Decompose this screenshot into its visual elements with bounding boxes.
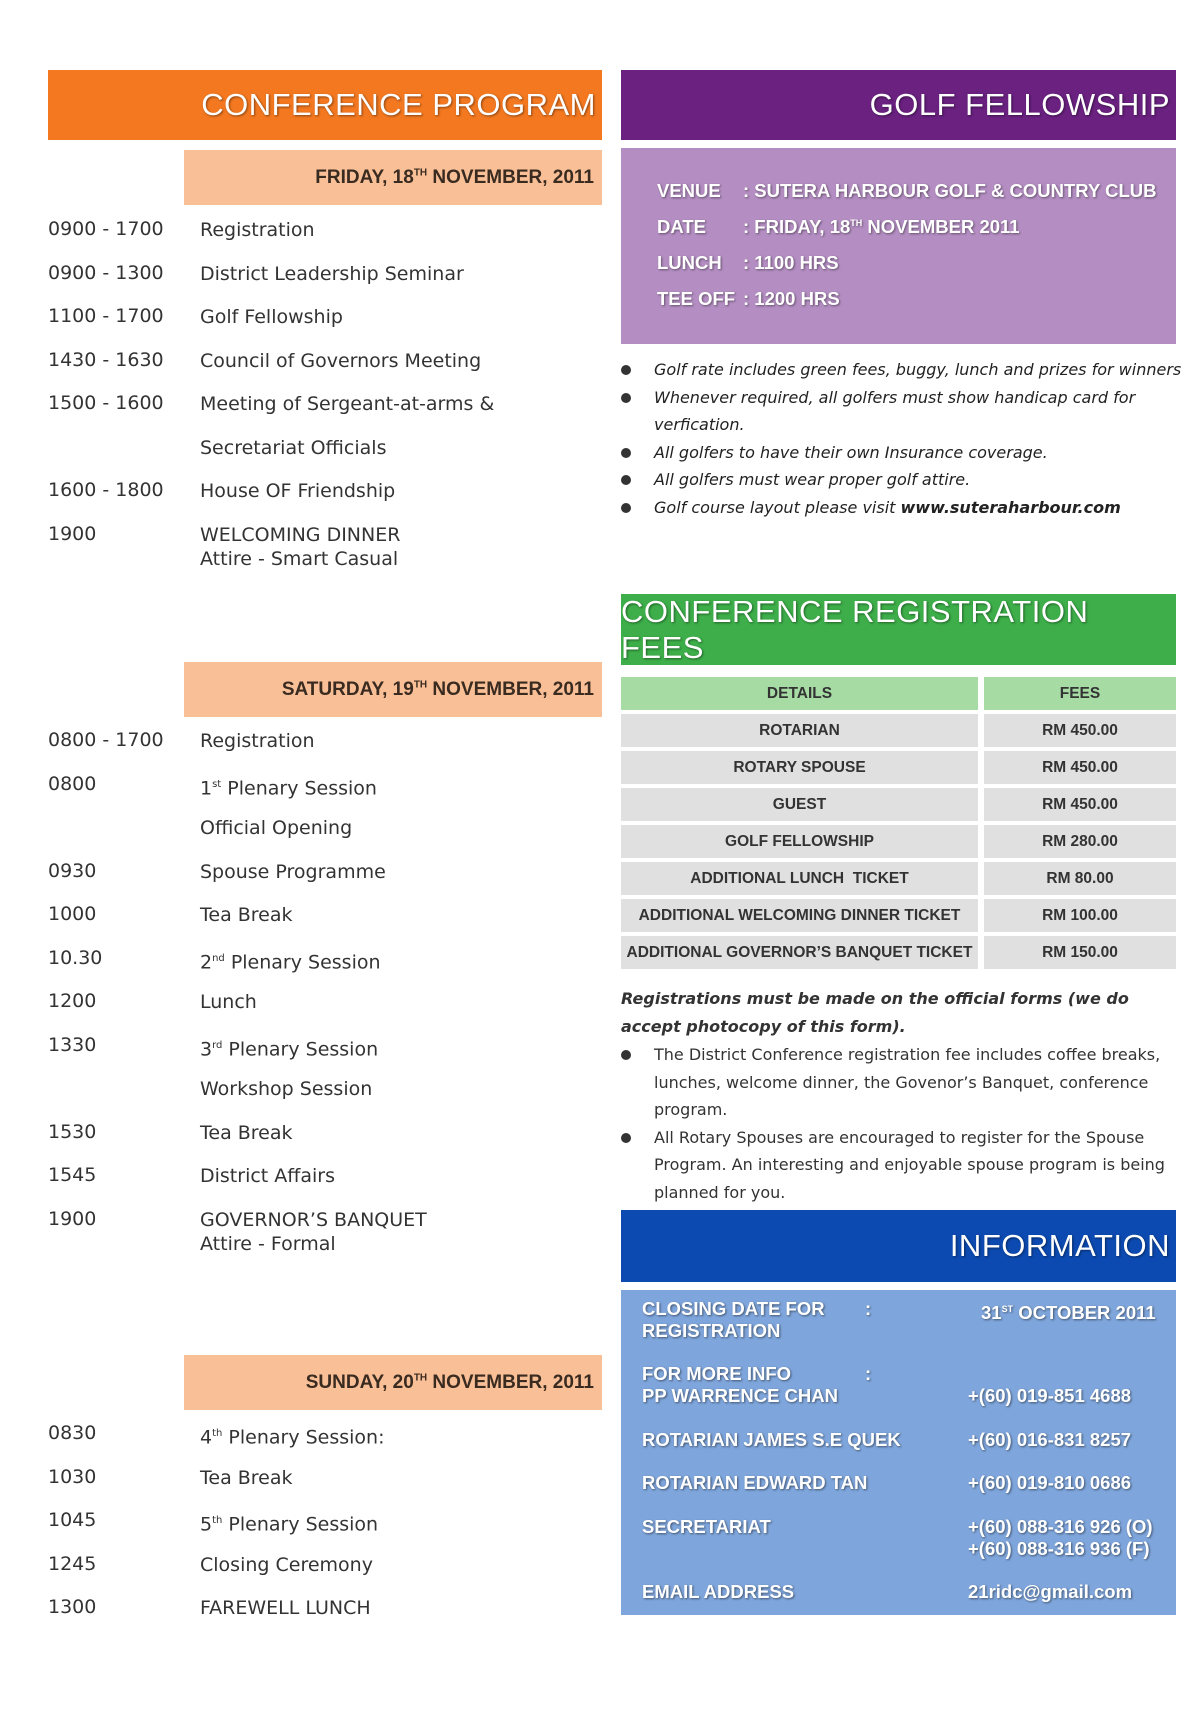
schedule-activity: Council of Governors Meeting [200, 349, 482, 372]
golf-teeoff-row [657, 288, 840, 324]
schedule-activity: District Affairs [200, 1165, 336, 1187]
bullet-icon [621, 448, 631, 458]
schedule-row [48, 1034, 608, 1078]
table-row [621, 751, 1176, 784]
email-value[interactable]: 21ridc@gmail.com [968, 1581, 1133, 1602]
schedule-time: 0900 - 1300 [48, 261, 164, 284]
schedule-activity: Registration [200, 219, 315, 241]
schedule-row [48, 1077, 608, 1121]
fee-amount: RM 80.00 [984, 862, 1176, 895]
schedule-time: 1000 [48, 903, 97, 925]
schedule-time: 10.30 [48, 946, 103, 969]
bullet-icon [621, 1133, 631, 1143]
conference-program-title: CONFERENCE PROGRAM [201, 87, 596, 122]
golf-venue-row [657, 180, 1157, 216]
schedule-time: 0800 - 1700 [48, 729, 164, 751]
schedule-row [48, 1164, 608, 1208]
contact-phone: +(60) 016-831 8257 [968, 1429, 1132, 1450]
golf-website-link[interactable]: www.suteraharbour.com [900, 497, 1121, 517]
schedule-activity: Spouse Programme [200, 860, 386, 883]
schedule-activity: Workshop Session [200, 1078, 373, 1100]
sunday-date-sup: TH [413, 1372, 428, 1384]
schedule-row [48, 729, 608, 773]
schedule-row [48, 1509, 608, 1553]
sunday-schedule [48, 1422, 608, 1640]
contact-phone: +(60) 019-810 0686 [968, 1472, 1132, 1493]
saturday-date-sup: TH [413, 679, 428, 691]
schedule-activity: Tea Break [200, 904, 293, 926]
saturday-schedule [48, 729, 608, 1256]
schedule-time: 0930 [48, 859, 97, 882]
golf-details-box [621, 148, 1176, 344]
schedule-activity: Official Opening [200, 817, 353, 839]
schedule-activity: GOVERNOR’S BANQUET [200, 1208, 427, 1231]
sunday-date-pre: SUNDAY, 20 [305, 1371, 414, 1393]
email-label: EMAIL ADDRESS [642, 1581, 795, 1602]
schedule-time: 1900 [48, 1207, 97, 1230]
saturday-date-post: NOVEMBER, 2011 [427, 678, 594, 700]
schedule-time: 1530 [48, 1120, 97, 1143]
registration-note: All Rotary Spouses are encouraged to register for the Spouse Program. An interesting and enjoyable spouse program is being planned for you. [621, 1124, 1173, 1207]
schedule-activity: WELCOMING DINNER [200, 523, 401, 546]
fee-amount: RM 450.00 [984, 788, 1176, 821]
schedule-time: 1600 - 1800 [48, 479, 164, 501]
schedule-activity: Meeting of Sergeant-at-arms & [200, 393, 495, 415]
schedule-time [48, 816, 200, 860]
fee-amount: RM 450.00 [984, 714, 1176, 747]
schedule-activity: Lunch [200, 991, 257, 1013]
schedule-activity: 1st Plenary Session [200, 776, 377, 799]
schedule-activity: House OF Friendship [200, 480, 396, 502]
friday-schedule [48, 218, 608, 571]
fee-amount: RM 150.00 [984, 936, 1176, 969]
schedule-time: 1900 [48, 522, 97, 545]
contact-name: PP WARRENCE CHAN [642, 1385, 838, 1406]
schedule-row [48, 903, 608, 947]
saturday-date-header [184, 662, 602, 717]
registration-fees-banner [621, 594, 1176, 665]
golf-note: All golfers to have their own Insurance coverage. [621, 439, 1181, 467]
fee-details: GOLF FELLOWSHIP [621, 825, 978, 858]
schedule-time: 1045 [48, 1509, 97, 1531]
table-row [621, 788, 1176, 821]
schedule-time: 0800 [48, 772, 97, 795]
closing-date-label: CLOSING DATE FOR [642, 1298, 825, 1319]
fees-header-details: DETAILS [621, 677, 978, 710]
official-forms-note: Registrations must be made on the official forms (we do accept photocopy of this form). [621, 989, 1129, 1036]
schedule-activity: Secretariat Officials [200, 436, 387, 459]
table-row [621, 899, 1176, 932]
schedule-row [48, 1422, 608, 1466]
golf-lunch-label: LUNCH [657, 252, 722, 273]
schedule-row [48, 947, 608, 991]
table-row [621, 714, 1176, 747]
registration-note: The District Conference registration fee includes coffee breaks, lunches, welcome dinner, the Govenor’s Banquet, conference program. [621, 1041, 1173, 1124]
bullet-icon [621, 365, 631, 375]
golf-notes-list [621, 356, 1181, 521]
fee-details: ADDITIONAL GOVERNOR’S BANQUET TICKET [621, 936, 978, 969]
saturday-date-pre: SATURDAY, 19 [281, 678, 414, 700]
schedule-activity: Golf Fellowship [200, 306, 343, 328]
schedule-activity: 4th Plenary Session: [200, 1426, 385, 1449]
fee-details: GUEST [621, 788, 978, 821]
schedule-time [48, 1077, 200, 1121]
schedule-row [48, 860, 608, 904]
sunday-date-post: NOVEMBER, 2011 [427, 1371, 594, 1393]
schedule-row [48, 349, 608, 393]
friday-date-header [184, 150, 602, 205]
closing-date-label-2: REGISTRATION [642, 1320, 781, 1341]
table-row [621, 862, 1176, 895]
schedule-row [48, 523, 608, 571]
friday-date-sup: TH [413, 167, 428, 179]
schedule-row [48, 392, 608, 436]
schedule-activity: Closing Ceremony [200, 1553, 373, 1576]
schedule-activity: 5th Plenary Session [200, 1513, 379, 1536]
secretariat-phone-office: +(60) 088-316 926 (O) [968, 1516, 1153, 1537]
golf-date-value: : FRIDAY, 18TH NOVEMBER 2011 [743, 216, 1020, 237]
golf-fellowship-banner [621, 70, 1176, 140]
golf-lunch-row [657, 252, 839, 288]
golf-date-label: DATE [657, 216, 706, 237]
schedule-row [48, 1208, 608, 1256]
fee-details: ROTARIAN [621, 714, 978, 747]
secretariat-label: SECRETARIAT [642, 1516, 771, 1537]
sunday-date-header [184, 1355, 602, 1410]
fee-details: ADDITIONAL LUNCH TICKET [621, 862, 978, 895]
schedule-time [48, 436, 200, 480]
golf-venue-label: VENUE [657, 180, 721, 201]
information-box [621, 1290, 1176, 1615]
schedule-row [48, 479, 608, 523]
conference-program-banner [48, 70, 602, 140]
schedule-time: 1430 - 1630 [48, 348, 164, 371]
information-banner [621, 1210, 1176, 1282]
schedule-time: 0900 - 1700 [48, 218, 164, 240]
fee-amount: RM 450.00 [984, 751, 1176, 784]
contact-name: ROTARIAN JAMES S.E QUEK [642, 1429, 901, 1450]
schedule-time: 1030 [48, 1465, 97, 1488]
golf-date-row [657, 216, 1020, 252]
golf-teeoff-value: : 1200 HRS [743, 288, 840, 309]
schedule-row [48, 1596, 608, 1640]
colon: : [865, 1363, 872, 1384]
schedule-activity: Registration [200, 730, 315, 752]
fee-amount: RM 280.00 [984, 825, 1176, 858]
registration-notes-list [621, 1041, 1173, 1206]
contact-name: ROTARIAN EDWARD TAN [642, 1472, 868, 1493]
schedule-row [48, 1553, 608, 1597]
bullet-icon [621, 1050, 631, 1060]
schedule-row [48, 990, 608, 1034]
more-info-label: FOR MORE INFO [642, 1363, 792, 1384]
fee-details: ROTARY SPOUSE [621, 751, 978, 784]
closing-date-value: 31ST OCTOBER 2011 [981, 1302, 1156, 1324]
registration-fees-table [621, 673, 1176, 973]
schedule-activity: Tea Break [200, 1121, 293, 1144]
table-row [621, 825, 1176, 858]
schedule-row [48, 1466, 608, 1510]
schedule-time: 1300 [48, 1596, 97, 1618]
golf-fellowship-title: GOLF FELLOWSHIP [869, 87, 1170, 122]
friday-date-post: NOVEMBER, 2011 [427, 166, 594, 188]
schedule-row [48, 305, 608, 349]
schedule-row [48, 1121, 608, 1165]
schedule-activity: District Leadership Seminar [200, 262, 464, 285]
schedule-activity: 2nd Plenary Session [200, 950, 381, 973]
table-row [621, 936, 1176, 969]
schedule-activity: FAREWELL LUNCH [200, 1597, 371, 1619]
schedule-time: 1330 [48, 1033, 97, 1056]
schedule-row [48, 773, 608, 817]
schedule-row [48, 816, 608, 860]
schedule-row [48, 436, 608, 480]
schedule-time: 1545 [48, 1164, 97, 1186]
bullet-icon [621, 393, 631, 403]
golf-note: Whenever required, all golfers must show handicap card for verfication. [621, 384, 1181, 439]
colon: : [865, 1298, 872, 1319]
fee-amount: RM 100.00 [984, 899, 1176, 932]
bullet-icon [621, 475, 631, 485]
schedule-row [48, 218, 608, 262]
golf-note: Golf course layout please visit www.suteraharbour.com [621, 494, 1181, 522]
schedule-time: 1245 [48, 1552, 97, 1575]
schedule-attire: Attire - Formal [200, 1232, 336, 1255]
schedule-time: 0830 [48, 1422, 97, 1444]
contact-phone: +(60) 019-851 4688 [968, 1385, 1132, 1406]
secretariat-phone-fax: +(60) 088-316 936 (F) [968, 1538, 1150, 1559]
schedule-row [48, 262, 608, 306]
schedule-time: 1500 - 1600 [48, 392, 164, 414]
schedule-activity: 3rd Plenary Session [200, 1037, 379, 1060]
fee-details: ADDITIONAL WELCOMING DINNER TICKET [621, 899, 978, 932]
schedule-attire: Attire - Smart Casual [200, 547, 399, 570]
schedule-time: 1100 - 1700 [48, 305, 164, 327]
registration-fees-title: CONFERENCE REGISTRATION FEES [621, 593, 1089, 665]
golf-note: All golfers must wear proper golf attire. [621, 466, 1181, 494]
fees-header-row [621, 677, 1176, 710]
fees-header-fees: FEES [984, 677, 1176, 710]
information-title: INFORMATION [949, 1228, 1170, 1263]
schedule-activity: Tea Break [200, 1466, 293, 1489]
golf-teeoff-label: TEE OFF [657, 288, 736, 309]
golf-lunch-value: : 1100 HRS [743, 252, 839, 273]
friday-date-pre: FRIDAY, 18 [315, 166, 414, 188]
golf-note: Golf rate includes green fees, buggy, lunch and prizes for winners [621, 356, 1181, 384]
bullet-icon [621, 503, 631, 513]
schedule-time: 1200 [48, 990, 97, 1012]
golf-venue-value: : SUTERA HARBOUR GOLF & COUNTRY CLUB [743, 180, 1157, 201]
